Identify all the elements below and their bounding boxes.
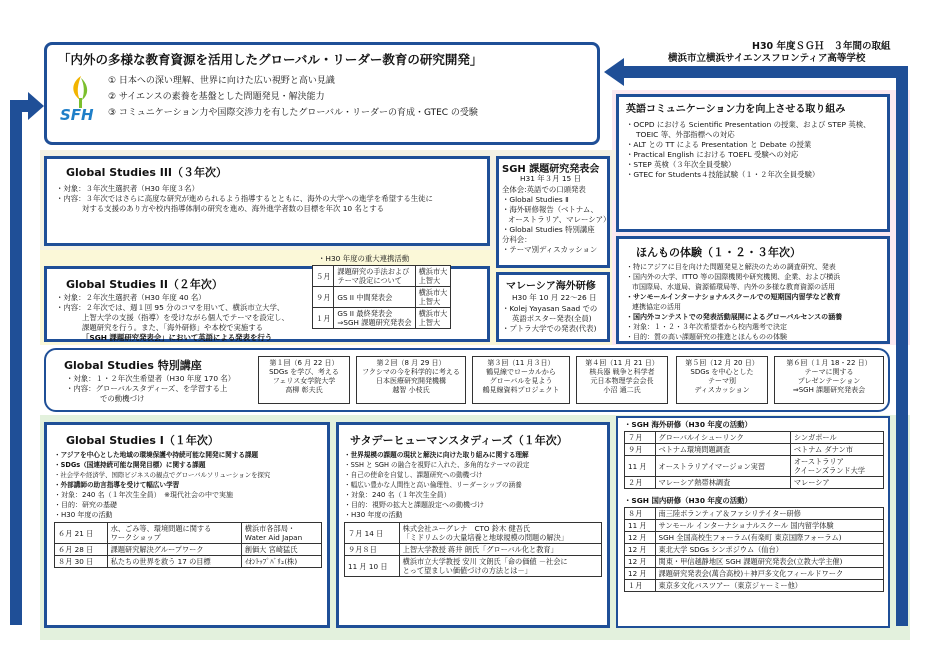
sgh-abroad-table xyxy=(624,431,884,489)
arrow-top-horizontal xyxy=(622,66,908,78)
table-row xyxy=(625,444,884,456)
gs1-line: ・対象：240 名（１年次生全員） ※現代社会の中で実施 xyxy=(54,491,233,499)
malaysia-line: ・Kolej Yayasan Saad での xyxy=(502,304,598,313)
saturday-line: ・目的：視野の拡大と課題設定への動機づけ xyxy=(344,501,484,509)
table-cell: GS II 最終発表会 ⇒SGH 課題研究発表会 xyxy=(334,308,415,329)
table-cell: オーストラリアイマージョン実習 xyxy=(655,456,790,477)
table-cell: 横浜市立大学教授 安川 文朗氏「命の価値 －社会に とって望ましい価値づけの方法とは－」 xyxy=(399,556,601,577)
saturday-line: ・対象：240 名（１年次生全員） xyxy=(344,491,451,499)
session-6: 第６回（１月 18・22 日） テーマに関する プレゼンテーション ⇒SGH 課題研究発表会 xyxy=(774,356,884,404)
session-3: 第３回（11 月３日） 鶴見線でローカルから グローバルを見よう 鶴見線資料プロジェクト xyxy=(472,356,570,404)
malaysia-lines xyxy=(502,304,597,334)
saturday-line: ・H30 年度の活動 xyxy=(344,511,403,519)
gs2-line: 課題研究を行う。また、「海外研修」や本校で実施する xyxy=(82,323,264,332)
sgh-conference-line: ・Global Studies Ⅱ xyxy=(502,195,569,204)
table-row xyxy=(625,568,884,580)
arrow-head-top xyxy=(604,58,624,86)
sgh-conference-line: オーストラリア、マレーシア） xyxy=(508,215,611,224)
table-cell: ９月 xyxy=(625,444,656,456)
table-cell: ９月８日 xyxy=(345,544,400,556)
table-cell: ベトナム ダナン市 xyxy=(790,444,883,456)
honmono-lines xyxy=(626,262,842,342)
arrow-left-vertical xyxy=(10,100,22,625)
table-cell: SGH 全国高校生フォーラム(有楽町 東京国際フォーラム) xyxy=(655,532,883,544)
session-1: 第１回（6 月 22 日） SDGs を学び、考える フェリス女学院大学 高柳 彰夫氏 xyxy=(258,356,350,404)
english-line: ・OCPD における Scientific Presentation の授業、および STEP 英検、 xyxy=(626,120,871,129)
gs3-title: Global Studies III（３年次） xyxy=(66,166,228,179)
table-cell: 12 月 xyxy=(625,568,656,580)
sgh-conference-line: ・テーマ別ディスカッション xyxy=(502,245,598,254)
english-line: ・STEP 英検（３年次全員受験） xyxy=(626,160,736,169)
gs2-title: Global Studies II（２年次） xyxy=(66,278,223,291)
table-cell: GS II 中間発表会 xyxy=(334,287,415,308)
table-cell: ２月 xyxy=(625,477,656,489)
org-year-label: H30 年度ＳＧＨ ３年間の取組 xyxy=(752,41,891,52)
table-row xyxy=(625,432,884,444)
honmono-line: ・特にアジアに目を向けた問題発見と解決のための調査研究、発表 xyxy=(626,263,836,271)
table-row xyxy=(313,266,451,287)
goal-1: ① 日本への深い理解、世界に向けた広い視野と高い見識 xyxy=(108,76,335,86)
sfh-logo-text: SFH xyxy=(60,106,94,124)
table-cell: 関東・甲信越静地区 SGH 課題研究発表会(立教大学主催) xyxy=(655,556,883,568)
english-lines xyxy=(626,120,871,180)
honmono-line: 市国際局、水道局、資源循環局等、内外の多様な教育資源の活用 xyxy=(632,283,835,291)
table-cell: 横浜市大 上智大 xyxy=(415,308,451,329)
gs1-title: Global Studies I（１年次） xyxy=(66,434,219,447)
table-cell: 12 月 xyxy=(625,556,656,568)
english-line: ・Practical English における TOEFL 受験への対応 xyxy=(626,150,799,159)
gs3-line: 対する支援のあり方や校内指導体制の研究を進め、海外進学者数の目標を年次 10 名とする xyxy=(82,204,385,213)
gs1-line: ・外部講師の助言指導を受けて幅広い学習 xyxy=(54,481,180,489)
table-row xyxy=(313,308,451,329)
gs1-line: ・アジアを中心とした地域の環境保護や持続可能な開発に関する課題 xyxy=(54,451,259,459)
special-line: ・内容：グローバルスタディーズ、を学習する上 xyxy=(66,384,228,393)
honmono-title: ほんもの体験（１・２・３年次） xyxy=(636,246,801,259)
table-row xyxy=(55,523,322,544)
gs2-line: ・内容：２年次では、週１回 95 分のコマを用いて、横浜市立大学、 xyxy=(56,303,285,312)
saturday-line: ・世界規模の課題の現状と解決に向けた取り組みに関する理解 xyxy=(344,451,529,459)
english-line: TOEIC 等、外部指標への対応 xyxy=(636,130,735,139)
sgh-conference-line: 全体会:英語での口頭発表 xyxy=(502,185,586,194)
sgh-conference-line: ・Global Studies 特別講座 xyxy=(502,225,595,234)
table-row xyxy=(55,556,322,568)
gs1-table xyxy=(54,522,322,568)
sgh-conference-line: ・海外研修報告（ベトナム、 xyxy=(502,205,598,214)
special-line: での動機づけ xyxy=(100,394,145,403)
gs2-table xyxy=(312,265,451,329)
table-cell: １月 xyxy=(625,580,656,592)
gs3-line: ・対象：３年次生選択者（H30 年度３名） xyxy=(56,184,199,193)
gs3-lines xyxy=(56,184,433,214)
malaysia-line: 英語ポスター発表(全員) xyxy=(512,314,592,323)
table-cell: グローバルイシューリンク xyxy=(655,432,790,444)
table-cell: ７月 14 日 xyxy=(345,523,400,544)
session-5: 第５回（12 月 20 日） SDGs を中心とした テーマ別 ディスカッション xyxy=(676,356,768,404)
gs1-line: ・目的：研究の基礎 xyxy=(54,501,117,509)
gs2-line: 上智大学の支援（指導）を受けながら個人でテーマを設定し、 xyxy=(82,313,289,322)
saturday-table xyxy=(344,522,602,577)
table-cell: 11 月 xyxy=(625,520,656,532)
saturday-lines xyxy=(344,450,530,520)
table-cell: 課題研究の手法および テーマ設定について xyxy=(334,266,415,287)
arrow-head-left xyxy=(28,92,44,120)
table-cell: サンモール インターナショナルスクール 国内留学体験 xyxy=(655,520,883,532)
table-row xyxy=(345,544,602,556)
saturday-line: ・自己の使命を自覚し、課題研究への動機づけ xyxy=(344,471,483,479)
table-row xyxy=(625,544,884,556)
table-cell: 東北大学 SDGs シンポジウム（仙台） xyxy=(655,544,883,556)
honmono-line: ・対象：１・２・３年次希望者から校内選考で決定 xyxy=(626,323,787,331)
table-cell: 12 月 xyxy=(625,532,656,544)
arrow-left-horizontal xyxy=(10,100,30,112)
table-row xyxy=(625,508,884,520)
table-cell: 課題研究解決グループワーク xyxy=(107,544,241,556)
table-cell: 横浜市大 上智大 xyxy=(415,266,451,287)
english-line: ・GTEC for Students４技能試験（１・２年次全員受験） xyxy=(626,170,820,179)
gs1-line: ・社会学や経済学、国際ビジネスの観点でグローバルソリューションを探究 xyxy=(54,471,271,479)
table-cell: シンガポール xyxy=(790,432,883,444)
table-cell: 11 月 xyxy=(625,456,656,477)
table-cell: 水、ごみ等、環境問題に関する ワークショップ xyxy=(107,523,241,544)
special-lines xyxy=(66,374,235,404)
saturday-title: サタデーヒューマンスタディーズ（１年次） xyxy=(350,434,568,447)
honmono-line: 連携協定の活用 xyxy=(632,303,681,311)
gs2-lines xyxy=(56,293,289,343)
sfh-logo xyxy=(58,72,104,128)
special-line: ・対象：１・２年次生希望者（H30 年度 170 名） xyxy=(66,374,236,383)
page-title: 「内外の多様な教育資源を活用したグローバル・リーダー教育の研究開発」 xyxy=(58,52,483,67)
table-row xyxy=(625,477,884,489)
table-row xyxy=(625,556,884,568)
honmono-line: ・サンモールインターナショナルスクールでの短期国内留学など教育 xyxy=(626,293,841,301)
table-cell: 横浜市大 上智大 xyxy=(415,287,451,308)
honmono-line: ・国内外の大学、ITTO 等の国際機関や研究機関、企業、および横浜 xyxy=(626,273,841,281)
honmono-line: ・目的：質の高い課題研究の推進とほんものの体験 xyxy=(626,333,787,341)
table-row xyxy=(625,532,884,544)
malaysia-date: H30 年 10 月 22～26 日 xyxy=(512,293,597,302)
gs3-line: ・内容：３年次ではさらに高度な研究が進められるよう指導するとともに、海外の大学への進学を希望する生徒に xyxy=(56,194,433,203)
table-cell: マレーシア xyxy=(790,477,883,489)
table-cell: マレーシア熱帯林調査 xyxy=(655,477,790,489)
table-cell: 南三陸ボランティア＆ファシリテイター研修 xyxy=(655,508,883,520)
table-cell: 課題研究発表会(萬合高校)＋神戸多文化フィールドワーク xyxy=(655,568,883,580)
table-cell: 私たちの世界を救う 17 の目標 xyxy=(107,556,241,568)
table-cell: 創価大 宮崎猛氏 xyxy=(241,544,321,556)
english-line: ・ALT との TT による Presentation と Debate の授業 xyxy=(626,140,812,149)
table-cell: 横浜市各部局・ Water Aid Japan xyxy=(241,523,321,544)
table-cell: 上智大学教授 蒋井 朗氏「グローバル化と教育」 xyxy=(399,544,601,556)
table-row xyxy=(55,544,322,556)
arrow-right-vertical xyxy=(896,66,908,626)
table-cell: 東京多文化バスツアー（東京ジャーミー他） xyxy=(655,580,883,592)
special-title: Global Studies 特別講座 xyxy=(64,359,202,372)
sgh-conference-line: 分科会： xyxy=(502,235,532,244)
session-4: 第４回（11 月 21 日） 核兵器 戦争と科学者 元日本物理学会会長 小沼 通二氏 xyxy=(576,356,668,404)
table-cell: １月 xyxy=(313,308,334,329)
table-row xyxy=(345,523,602,544)
table-cell: ５月 xyxy=(313,266,334,287)
sgh-domestic-table xyxy=(624,507,884,592)
gs2-line: 「SGH 課題研究発表会」において英語による発表を行う xyxy=(82,333,273,342)
table-cell: 12 月 xyxy=(625,544,656,556)
table-cell: ６月 21 日 xyxy=(55,523,108,544)
table-row xyxy=(345,556,602,577)
table-cell: ｲｵﾝﾄｯﾌﾟﾊﾞﾘｭ(株) xyxy=(241,556,321,568)
gs1-line: ・SDGs（国連持続可能な開発目標）に関する課題 xyxy=(54,461,206,469)
gs2-line: ・対象：２年次生選択者（H30 年度 40 名） xyxy=(56,293,206,302)
table-cell: ８月 30 日 xyxy=(55,556,108,568)
sgh-conference-date: H31 年３月 15 日 xyxy=(520,174,581,183)
table-row xyxy=(625,580,884,592)
table-cell: ６月 28 日 xyxy=(55,544,108,556)
table-cell: オーストラリア クイーンズランド大学 xyxy=(790,456,883,477)
english-title: 英語コミュニケーション力を向上させる取り組み xyxy=(626,104,846,115)
gs1-line: ・H30 年度の活動 xyxy=(54,511,113,519)
table-row xyxy=(625,456,884,477)
saturday-line: ・SSH と SGH の融合を視野に入れた、多角的なテーマの設定 xyxy=(344,461,530,469)
table-row xyxy=(313,287,451,308)
honmono-line: ・国内外コンテストでの発表活動展開によるグローバルセンスの涵養 xyxy=(626,313,843,321)
malaysia-line: ・プトラ大学での発表(代表) xyxy=(502,324,597,333)
sgh-abroad-title: ・SGH 海外研修（H30 年度の活動） xyxy=(624,420,752,429)
goal-2: ② サイエンスの素養を基盤とした問題発見・解決能力 xyxy=(108,92,325,102)
malaysia-title: マレーシア海外研修 xyxy=(506,281,596,292)
sgh-conference-lines xyxy=(502,185,610,255)
table-cell: ９月 xyxy=(313,287,334,308)
session-2: 第２回（8 月 29 日） フクシマの今を科学的に考える 日本医療研究開発機構 越智 小枝氏 xyxy=(356,356,466,404)
table-cell: ８月 xyxy=(625,508,656,520)
sgh-domestic-title: ・SGH 国内研修（H30 年度の活動） xyxy=(624,496,752,505)
table-cell: 株式会社ユーグレナ CTO 鈴木 健吾氏 「ミドリムシの大量培養と地球規模の問題の解決」 xyxy=(399,523,601,544)
table-cell: 11 月 10 日 xyxy=(345,556,400,577)
school-name: 横浜市立横浜サイエンスフロンティア高等学校 xyxy=(668,53,866,64)
goal-3: ③ コミュニケーション力や国際交渉力を有したグローバル・リーダーの育成・GTEC の受験 xyxy=(108,108,478,118)
saturday-line: ・幅広い豊かな人間性と高い倫理性、リーダーシップの涵養 xyxy=(344,481,522,489)
gs2-table-title: ・H30 年度の重大連携活動 xyxy=(318,254,410,263)
table-cell: ベトナム環境問題調査 xyxy=(655,444,790,456)
sgh-conference-title: SGH 課題研究発表会 xyxy=(502,164,600,175)
table-cell: ７月 xyxy=(625,432,656,444)
gs1-lines xyxy=(54,450,270,520)
table-row xyxy=(625,520,884,532)
